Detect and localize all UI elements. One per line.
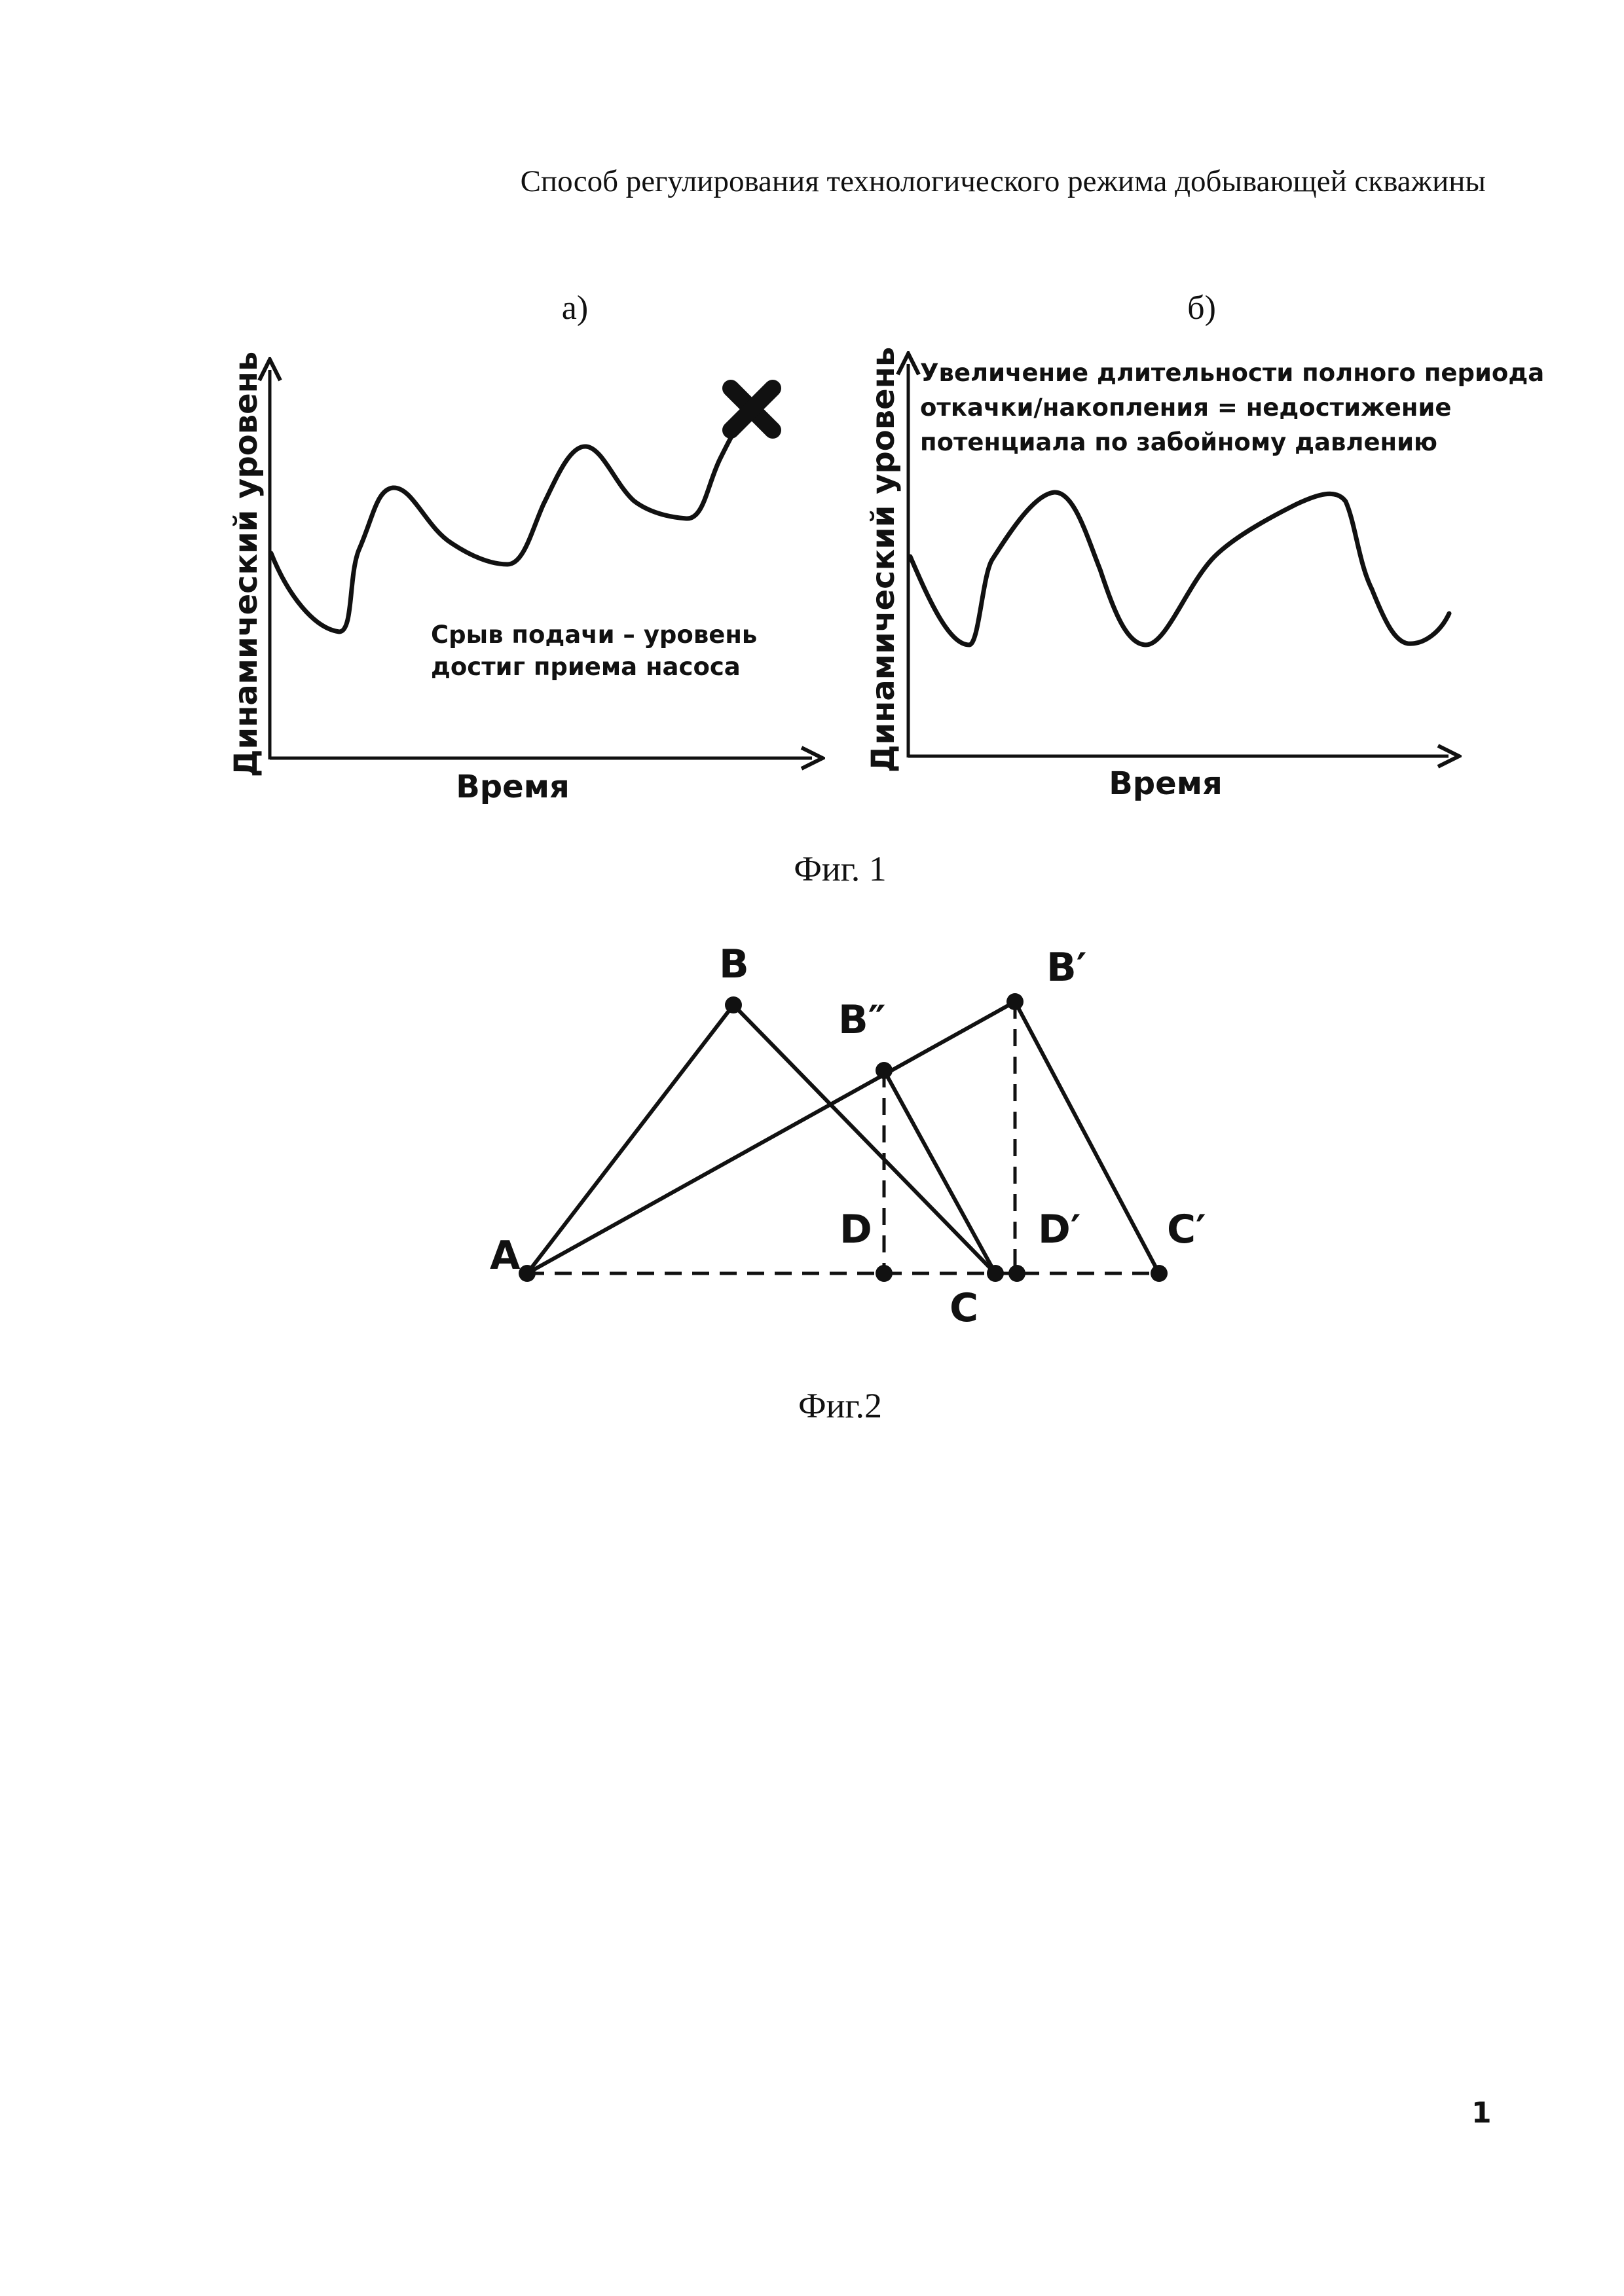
label-b-double-prime: B″ — [838, 997, 886, 1043]
segment-b-dprime-c — [884, 1070, 995, 1273]
panel-a-y-axis-label: Динамический уровень — [228, 351, 265, 778]
figure-1-caption: Фиг. 1 — [794, 849, 887, 888]
label-d: D — [840, 1207, 872, 1252]
label-a: A — [490, 1233, 521, 1279]
label-c: C — [950, 1285, 979, 1331]
panel-b-label: б) — [1187, 289, 1216, 327]
point-b-double-prime — [876, 1062, 893, 1079]
panel-b-level-curve — [910, 492, 1449, 645]
panel-b-annotation-line-2: откачки/накопления = недостижение — [920, 393, 1452, 422]
segment-ab — [527, 1005, 733, 1273]
panel-a-annotation-line-1: Срыв подачи – уровень — [431, 621, 758, 649]
point-a — [519, 1265, 536, 1282]
panel-b-x-axis-label: Время — [1109, 765, 1223, 802]
panel-b-annotation-line-3: потенциала по забойному давлению — [920, 428, 1438, 456]
point-b-prime — [1006, 993, 1024, 1010]
label-b: B — [719, 941, 749, 987]
point-c — [987, 1265, 1004, 1282]
page-number: 1 — [1471, 2096, 1492, 2130]
point-d-prime — [1008, 1265, 1025, 1282]
panel-b-annotation-line-1: Увеличение длительности полного периода — [920, 359, 1545, 387]
label-c-prime: C′ — [1167, 1207, 1206, 1252]
figure-2-caption: Фиг.2 — [798, 1386, 883, 1425]
cross-icon — [731, 388, 773, 430]
panel-b-y-axis-label: Динамический уровень — [865, 346, 902, 773]
point-d — [876, 1265, 893, 1282]
panel-a-x-axis-label: Время — [456, 769, 570, 805]
point-c-prime — [1151, 1265, 1168, 1282]
panel-a-annotation-line-2: достиг приема насоса — [431, 653, 741, 681]
figure-2 — [490, 941, 1206, 1331]
panel-a-level-curve — [271, 414, 747, 632]
panel-a-label: а) — [561, 289, 589, 327]
figure-1a — [228, 289, 812, 805]
point-b — [725, 996, 742, 1013]
label-d-prime: D′ — [1038, 1207, 1081, 1252]
document-title: Способ регулирования технологического режима добывающей скважины — [520, 164, 1486, 198]
label-b-prime: B′ — [1046, 945, 1087, 991]
figure-1b — [865, 289, 1544, 802]
segment-b-prime-c-prime — [1015, 1002, 1159, 1273]
